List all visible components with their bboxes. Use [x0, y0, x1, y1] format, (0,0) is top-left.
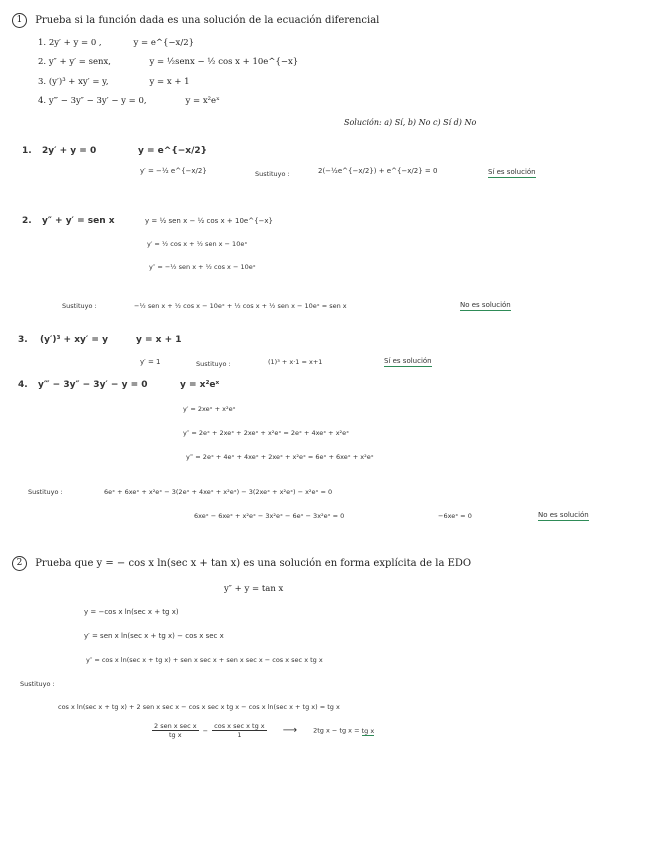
- p2-substitution-label: Sustituyo :: [20, 680, 55, 688]
- p2-y: y = −cos x ln(sec x + tg x): [84, 608, 179, 616]
- arrow-icon: ⟶: [282, 725, 298, 736]
- work-4-result: −6xeˣ = 0: [438, 512, 472, 520]
- list-item: [38, 96, 220, 106]
- work-1-label: 1.: [22, 146, 32, 156]
- work-4-y: y = x²eˣ: [180, 380, 220, 390]
- fraction-2-denominator: 1: [237, 731, 242, 739]
- work-2-substitution: −½ sen x + ½ cos x − 10eˣ + ½ cos x + ½ sen x − 10eˣ = sen x: [134, 302, 347, 310]
- work-1-yprime: y′ = −½ e^{−x/2}: [140, 167, 207, 175]
- problem-number-badge: 1: [12, 13, 27, 28]
- work-4-verdict: No es solución: [538, 511, 589, 519]
- work-4-ythird: y‴ = 2eˣ + 4eˣ + 4xeˣ + 2xeˣ + x²eˣ = 6eˣ + 6xeˣ + x²eˣ: [186, 453, 374, 461]
- work-3-y: y = x + 1: [136, 335, 182, 345]
- work-2-equation: y″ + y′ = sen x: [42, 216, 115, 226]
- work-4-substitution-label: Sustituyo :: [28, 488, 63, 496]
- list-item: [38, 38, 194, 48]
- p2-ysecond: y″ = cos x ln(sec x + tg x) + sen x sec x + sen x sec x − cos x sec x tg x: [86, 656, 323, 664]
- item-function: y = x²eˣ: [185, 96, 220, 106]
- item-number: 1.: [38, 38, 47, 48]
- problem-number-badge: 2: [12, 556, 27, 571]
- work-1-verdict: Sí es solución: [488, 168, 536, 176]
- item-number: 2.: [38, 57, 47, 67]
- fraction-1: [152, 722, 199, 739]
- problem-2-title: Prueba que y = − cos x ln(sec x + tan x) es una solución en forma explícita de la EDO: [35, 558, 472, 569]
- work-4-label: 4.: [18, 380, 28, 390]
- work-3-equation: (y′)³ + xy′ = y: [40, 335, 108, 345]
- item-function: y = x + 1: [149, 77, 190, 87]
- work-1-substitution: 2(−½e^{−x/2}) + e^{−x/2} = 0: [318, 167, 438, 175]
- problem-1-title: Prueba si la función dada es una solución de la ecuación diferencial: [35, 15, 380, 26]
- work-1-y: y = e^{−x/2}: [138, 146, 208, 156]
- work-4-equation: y‴ − 3y″ − 3y′ − y = 0: [38, 380, 148, 390]
- item-number: 4.: [38, 96, 47, 106]
- work-2-y: y = ½ sen x − ½ cos x + 10e^{−x}: [145, 217, 274, 225]
- item-function: y = ½senx − ½ cos x + 10e^{−x}: [149, 57, 299, 67]
- problem-2-edo: y″ + y = tan x: [224, 584, 284, 594]
- work-2-yprime: y′ = ½ cos x + ½ sen x − 10eˣ: [147, 240, 248, 248]
- work-2-verdict: No es solución: [460, 301, 511, 309]
- item-function: y = e^{−x/2}: [133, 38, 195, 48]
- fraction-2: [212, 722, 266, 739]
- work-1-equation: 2y′ + y = 0: [42, 146, 97, 156]
- list-item: [38, 77, 190, 87]
- work-2-label: 2.: [22, 216, 32, 226]
- item-number: 3.: [38, 77, 47, 87]
- solution-key: Solución: a) Sí, b) No c) Sí d) No: [344, 118, 477, 127]
- work-2-ysecond: y″ = −½ sen x + ½ cos x − 10eˣ: [149, 263, 256, 271]
- work-3-substitution-label: Sustituyo :: [196, 360, 231, 368]
- fraction-1-numerator: 2 sen x sec x: [154, 722, 197, 730]
- p2-substitution: cos x ln(sec x + tg x) + 2 sen x sec x − cos x sec x tg x − cos x ln(sec x + tg x) = tg x: [58, 703, 340, 711]
- work-3-substitution: (1)³ + x·1 = x+1: [268, 358, 323, 366]
- work-4-substitution-1: 6eˣ + 6xeˣ + x²eˣ − 3(2eˣ + 4xeˣ + x²eˣ) − 3(2xeˣ + x²eˣ) − x²eˣ = 0: [104, 488, 333, 496]
- fraction-1-denominator: tg x: [168, 731, 182, 739]
- work-3-yprime: y′ = 1: [140, 358, 161, 366]
- work-4-yprime: y′ = 2xeˣ + x²eˣ: [183, 405, 236, 413]
- p2-final-answer: tg x: [361, 726, 375, 735]
- problem-1-heading: [12, 13, 379, 28]
- work-4-substitution-2: 6xeˣ − 6xeˣ + x²eˣ − 3x²eˣ − 6eˣ − 3x²eˣ = 0: [194, 512, 345, 520]
- item-equation: 2y′ + y = 0 ,: [48, 38, 102, 48]
- list-item: [38, 57, 298, 67]
- work-3-label: 3.: [18, 335, 28, 345]
- p2-final: 2tg x − tg x =: [313, 726, 362, 735]
- work-4-ysecond: y″ = 2eˣ + 2xeˣ + 2xeˣ + x²eˣ = 2eˣ + 4xeˣ + x²eˣ: [183, 429, 350, 437]
- fraction-2-numerator: cos x sec x tg x: [214, 722, 265, 730]
- p2-simplification: $\frac{\text{2 sen x sec x}}{\text{tg x}}$ − $\frac{\text{cos x sec x tg x}}{1}$ ⟶ 2tg x − tg x = tg x: [154, 722, 375, 739]
- item-equation: y″ + y′ = senx,: [48, 57, 111, 67]
- problem-2-heading: [12, 556, 471, 571]
- p2-yprime: y′ = sen x ln(sec x + tg x) − cos x sec x: [84, 632, 224, 640]
- work-2-substitution-label: Sustituyo :: [62, 302, 97, 310]
- item-equation: y‴ − 3y″ − 3y′ − y = 0,: [48, 96, 147, 106]
- work-3-verdict: Sí es solución: [384, 357, 432, 365]
- work-1-substitution-label: Sustituyo :: [255, 170, 290, 178]
- item-equation: (y′)³ + xy′ = y,: [48, 77, 109, 87]
